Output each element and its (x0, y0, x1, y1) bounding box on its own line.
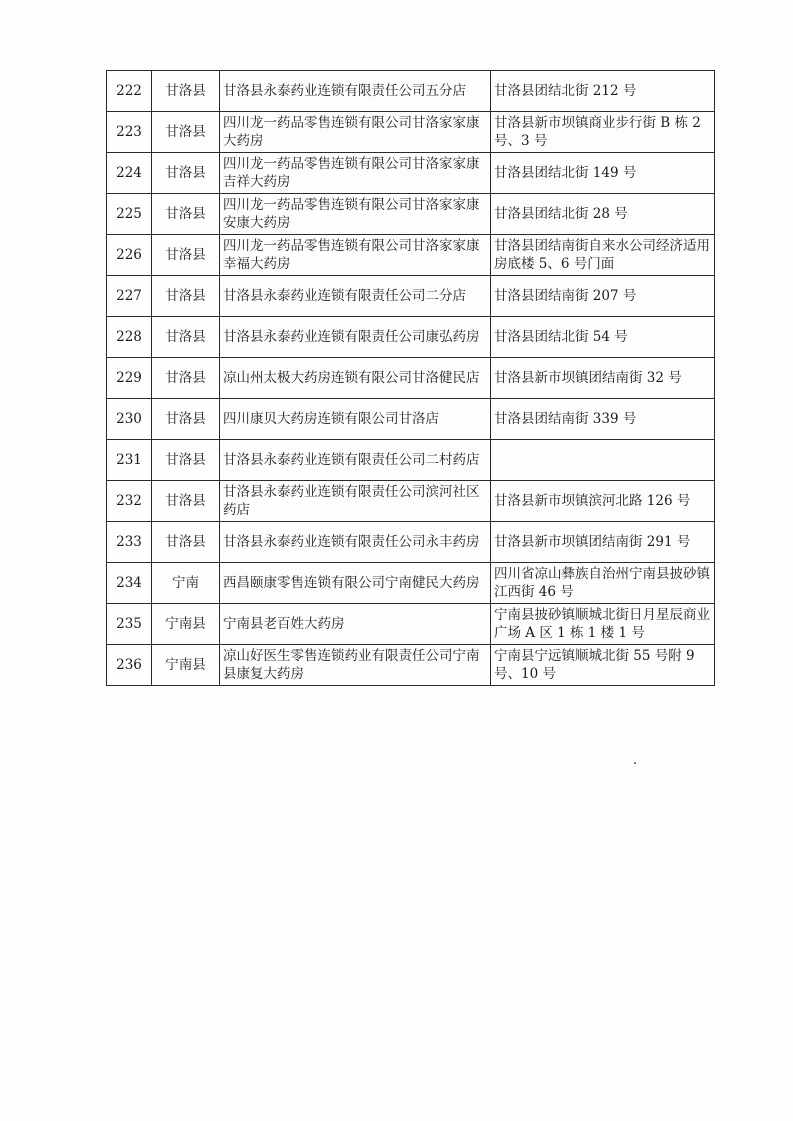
pharmacy-name-cell: 四川龙一药品零售连锁有限公司甘洛家家康幸福大药房 (220, 235, 491, 276)
county-cell: 甘洛县 (152, 276, 220, 317)
address-cell: 甘洛县团结北街 212 号 (491, 71, 715, 112)
pharmacy-name-cell: 四川龙一药品零售连锁有限公司甘洛家家康吉祥大药房 (220, 153, 491, 194)
row-number: 233 (107, 522, 152, 563)
row-number: 232 (107, 481, 152, 522)
table-row (107, 194, 715, 235)
table-row (107, 358, 715, 399)
pharmacy-name-cell: 甘洛县永泰药业连锁有限责任公司滨河社区药店 (220, 481, 491, 522)
table-row (107, 522, 715, 563)
row-number: 230 (107, 399, 152, 440)
address-cell: 甘洛县团结南街自来水公司经济适用房底楼 5、6 号门面 (491, 235, 715, 276)
row-number: 223 (107, 112, 152, 153)
county-cell: 甘洛县 (152, 440, 220, 481)
table-row (107, 481, 715, 522)
county-cell: 甘洛县 (152, 235, 220, 276)
address-cell: 四川省凉山彝族自治州宁南县披砂镇江西街 46 号 (491, 563, 715, 604)
county-cell: 宁南县 (152, 604, 220, 645)
table-row (107, 563, 715, 604)
row-number: 226 (107, 235, 152, 276)
county-cell: 甘洛县 (152, 399, 220, 440)
row-number: 236 (107, 645, 152, 686)
address-cell: 甘洛县团结北街 54 号 (491, 317, 715, 358)
pharmacy-name-cell: 甘洛县永泰药业连锁有限责任公司二分店 (220, 276, 491, 317)
pharmacy-name-cell: 甘洛县永泰药业连锁有限责任公司二村药店 (220, 440, 491, 481)
table-row (107, 153, 715, 194)
table-row (107, 440, 715, 481)
scan-speck (634, 762, 636, 764)
address-cell: 宁南县宁远镇顺城北街 55 号附 9 号、10 号 (491, 645, 715, 686)
pharmacy-list-table (106, 70, 715, 686)
address-cell: 甘洛县团结北街 149 号 (491, 153, 715, 194)
pharmacy-name-cell: 甘洛县永泰药业连锁有限责任公司五分店 (220, 71, 491, 112)
county-cell: 甘洛县 (152, 358, 220, 399)
table-row (107, 276, 715, 317)
pharmacy-name-cell: 凉山好医生零售连锁药业有限责任公司宁南县康复大药房 (220, 645, 491, 686)
pharmacy-name-cell: 凉山州太极大药房连锁有限公司甘洛健民店 (220, 358, 491, 399)
county-cell: 甘洛县 (152, 194, 220, 235)
row-number: 224 (107, 153, 152, 194)
address-cell: 甘洛县新市坝镇团结南街 291 号 (491, 522, 715, 563)
row-number: 222 (107, 71, 152, 112)
address-cell: 甘洛县团结北街 28 号 (491, 194, 715, 235)
pharmacy-name-cell: 西昌颐康零售连锁有限公司宁南健民大药房 (220, 563, 491, 604)
row-number: 234 (107, 563, 152, 604)
row-number: 231 (107, 440, 152, 481)
row-number: 235 (107, 604, 152, 645)
pharmacy-name-cell: 宁南县老百姓大药房 (220, 604, 491, 645)
address-cell: 甘洛县新市坝镇滨河北路 126 号 (491, 481, 715, 522)
county-cell: 甘洛县 (152, 112, 220, 153)
table-row (107, 71, 715, 112)
county-cell: 甘洛县 (152, 522, 220, 563)
county-cell: 甘洛县 (152, 317, 220, 358)
county-cell: 甘洛县 (152, 481, 220, 522)
address-cell (491, 440, 715, 481)
table-row (107, 645, 715, 686)
pharmacy-name-cell: 四川龙一药品零售连锁有限公司甘洛家家康大药房 (220, 112, 491, 153)
table-row (107, 399, 715, 440)
table-body (107, 71, 715, 686)
pharmacy-name-cell: 甘洛县永泰药业连锁有限责任公司永丰药房 (220, 522, 491, 563)
row-number: 227 (107, 276, 152, 317)
row-number: 229 (107, 358, 152, 399)
table-row (107, 235, 715, 276)
address-cell: 甘洛县团结南街 207 号 (491, 276, 715, 317)
table-row (107, 112, 715, 153)
county-cell: 宁南县 (152, 645, 220, 686)
table-row (107, 317, 715, 358)
address-cell: 甘洛县团结南街 339 号 (491, 399, 715, 440)
address-cell: 宁南县披砂镇顺城北街日月星辰商业广场 A 区 1 栋 1 楼 1 号 (491, 604, 715, 645)
pharmacy-name-cell: 甘洛县永泰药业连锁有限责任公司康弘药房 (220, 317, 491, 358)
pharmacy-name-cell: 四川龙一药品零售连锁有限公司甘洛家家康安康大药房 (220, 194, 491, 235)
address-cell: 甘洛县新市坝镇商业步行街 B 栋 2 号、3 号 (491, 112, 715, 153)
row-number: 228 (107, 317, 152, 358)
row-number: 225 (107, 194, 152, 235)
county-cell: 甘洛县 (152, 71, 220, 112)
table-row (107, 604, 715, 645)
county-cell: 甘洛县 (152, 153, 220, 194)
county-cell: 宁南 (152, 563, 220, 604)
pharmacy-name-cell: 四川康贝大药房连锁有限公司甘洛店 (220, 399, 491, 440)
address-cell: 甘洛县新市坝镇团结南街 32 号 (491, 358, 715, 399)
